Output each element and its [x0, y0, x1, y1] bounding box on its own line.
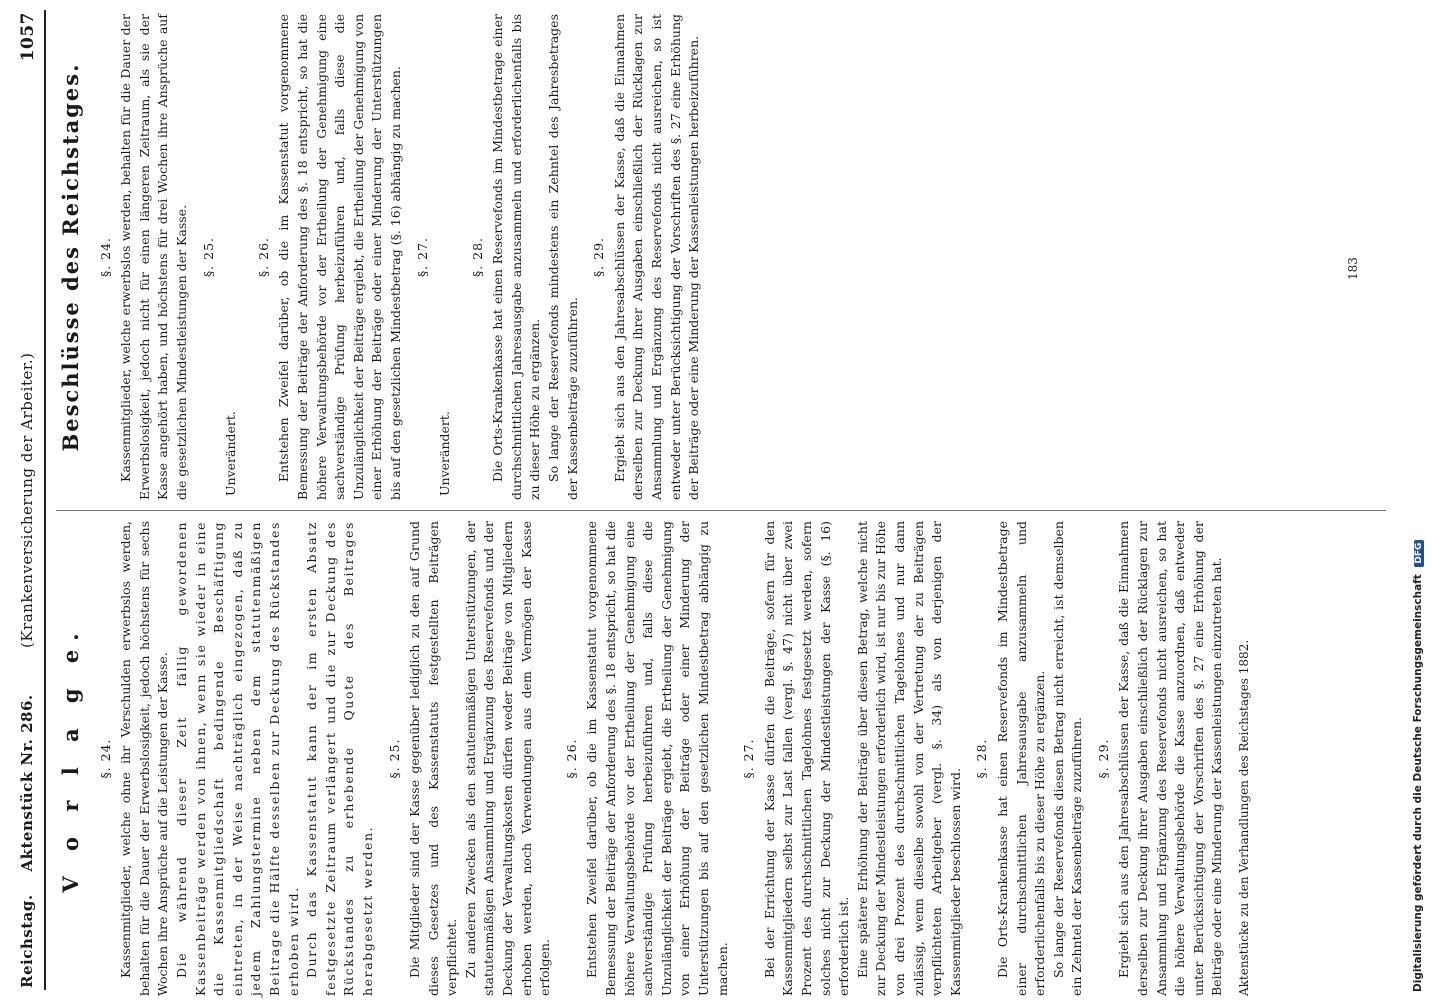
- section-heading: §. 25.: [200, 236, 216, 278]
- paragraph: So lange der Reservefonds mindestens ein Zehntel des Jahresbetrages der Kassenbeiträge zuzuführen.: [546, 14, 580, 500]
- paragraph: So lange der Reservefonds diesen Betrag nicht erreicht, ist demselben ein Zehntel der Kassenbeiträge zuzuführen.: [1050, 521, 1085, 996]
- section-heading: §. 24.: [97, 738, 113, 779]
- section-heading: §. 26.: [563, 738, 579, 779]
- column-title-beschluesse: Beschlüsse des Reichstages.: [58, 62, 83, 452]
- watermark-text: [1412, 540, 1424, 992]
- header-left: [18, 694, 36, 988]
- paragraph: Kassenmitglieder, welche ohne ihr Verschulden erwerbslos werden, behalten für die Dauer der Erwerbslosigkeit, jedoch höchstens für sechs Wochen ihre Ansprüche auf die Leistungen der Kasse.: [118, 521, 171, 996]
- unchanged-note: Unverändert.: [223, 411, 239, 496]
- paragraph: Die Mitglieder sind der Kasse gegenüber lediglich zu den auf Grund dieses Gesetzes und des Kassenstatuts festgestellten Beiträgen verpflichtet.: [407, 521, 460, 996]
- paragraph: Die Orts-Krankenkasse hat einen Reservefonds im Mindestbetrage einer durchschnittlichen Jahresausgabe anzusammeln und erforderlichenfalls bis zu dieser Höhe zu ergänzen.: [994, 521, 1048, 996]
- paragraph: Entstehen Zweifel darüber, ob die im Kassenstatut vorgenommene Bemessung der Beiträge der Anforderung des §. 18 entspricht, so hat die höhere Verwaltungsbehörde vor der Ertheilung der Genehmigung eine sachverständige Prüfung herbeizuführen und, falls diese die Unzulänglichkeit der Beiträge ergiebt, die Ertheilung der Genehmigung von einer Erhöhung der Beiträge oder einer Minderung der Unterstützungen bis auf den gesetzlichen Mindestbetrag (§. 16) abhängig zu machen.: [276, 14, 403, 500]
- section-heading: §. 28.: [469, 236, 485, 278]
- section-heading: §. 26.: [255, 236, 271, 278]
- section-heading: §. 24.: [97, 236, 113, 278]
- column-beschluesse: [56, 14, 1386, 500]
- header-center: (Krankenversicherung der Arbeiter.): [18, 352, 36, 648]
- header-reichstag: Reichstag.: [18, 894, 36, 988]
- unchanged-note: Unverändert.: [437, 411, 453, 496]
- watermark-label: Digitalisierung gefördert durch die Deutsche Forschungsgemeinschaft: [1412, 574, 1424, 992]
- paragraph: Die Orts-Krankenkasse hat einen Reservefonds im Mindestbetrage einer durchschnittlichen Jahresausgabe anzusammeln und erforderlichenfalls bis zu dieser Höhe zu ergänzen.: [490, 14, 543, 500]
- dfg-watermark: [1406, 0, 1432, 1000]
- paragraph: Ergiebt sich aus den Jahresabschlüssen der Kasse, daß die Einnahmen derselben zur Deckung ihrer Ausgaben einschließlich der Rücklagen zur Ansammlung und Ergänzung des Reservefonds nicht ausreichen, so ist entweder unter Berücksichtigung der Vorschriften des §. 27 eine Erhöhung der Beiträge oder eine Minderung der Kassenleistungen herbeizuführen.: [611, 14, 702, 500]
- paragraph: Bei der Errichtung der Kasse dürfen die Beiträge, sofern für den Kassenmitgliedern selbst zur Last fallen (vergl. §. 47) nicht über zwei Prozent des durchschnittlichen Tagelohnes festgesetzt werden, sofern solches nicht zur Deckung der Mindestleistungen der Kasse (§. 16) erforderlich ist.: [761, 521, 852, 996]
- section-heading: §. 28.: [974, 738, 990, 779]
- header-issue: Aktenstück Nr. 286.: [18, 694, 36, 872]
- section-heading: §. 25.: [386, 738, 402, 779]
- section-heading: §. 29.: [591, 236, 607, 278]
- paragraph: Durch das Kassenstatut kann der im ersten Absatz festgesetzte Zeitraum verlängert und die zur Deckung des Rückstandes zu erhebende Quote des Beitrages herabgesetzt werden.: [304, 521, 375, 996]
- paragraph: Ergiebt sich aus den Jahresabschlüssen der Kasse, daß die Einnahmen derselben zur Deckung ihrer Ausgaben einschließlich der Rücklagen zur Ansammlung und Ergänzung des Reservefonds nicht ausreichen, so hat die höhere Verwaltungsbehörde die Kasse anzuordnen, daß entweder unter Berücksichtigung der Vorschriften des §. 27 eine Erhöhung der Beiträge oder eine Minderung der Kassenleistungen einzutreten hat.: [1116, 521, 1225, 996]
- section-heading: §. 29.: [1095, 738, 1111, 779]
- column-vorlage: [56, 521, 1386, 996]
- section-heading: §. 27.: [741, 738, 757, 779]
- column-title-vorlage: V o r l a g e.: [58, 624, 83, 893]
- beschluesse-sections: [97, 14, 704, 500]
- page-number: 1057: [18, 12, 38, 62]
- dfg-logo: DFG: [1414, 540, 1424, 567]
- page-signature: 183: [1346, 257, 1360, 280]
- paragraph: Eine spätere Erhöhung der Beiträge über diesen Betrag, welche nicht zur Deckung der Mindestleistungen erforderlich wird, ist nur bis zur Höhe von drei Prozent des durchschnittlichen Tagelohnes und nur dann zulässig, wenn dieselbe sowohl von der Vertretung der zu Beiträgen verpflichteten Arbeitgeber (vergl. §. 34) als von derjenigen der Kassenmitglieder beschlossen wird.: [854, 521, 963, 996]
- running-head: [18, 12, 42, 988]
- column-divider: [56, 510, 1386, 511]
- paragraph: Die während dieser Zeit fällig gewordenen Kassenbeiträge werden von ihnen, wenn sie wieder in eine die Kassenmitgliedschaft bedingende Beschäftigung eintreten, in der Weise nachträglich eingezogen, daß zu jedem Zahlungstermine neben dem statutenmäßigen Beitrage die Hälfte desselben zur Deckung des Rückstandes erhoben wird.: [173, 521, 301, 996]
- section-heading: §. 27.: [414, 236, 430, 278]
- paragraph: Kassenmitglieder, welche erwerbslos werden, behalten für die Dauer der Erwerbslosigkeit, jedoch nicht für einen längeren Zeitraum, als sie der Kasse angehört haben, und höchstens für drei Wochen ihre Ansprüche auf die gesetzlichen Mindestleistungen der Kasse.: [118, 14, 189, 500]
- paragraph: Zu anderen Zwecken als den statutenmäßigen Unterstützungen, der statutenmäßigen Ansammlung und Ergänzung des Reservefonds und der Deckung der Verwaltungskosten dürfen weder Beiträge von Mitgliedern erhoben werden, noch Verwendungen aus dem Vermögen der Kasse erfolgen.: [462, 521, 553, 996]
- footer-note: Aktenstücke zu den Verhandlungen des Reichstages 1882.: [1237, 639, 1252, 996]
- paragraph: Entstehen Zweifel darüber, ob die im Kassenstatut vorgenommene Bemessung der Beiträge der Anforderung des §. 18 entspricht, so hat die höhere Verwaltungsbehörde vor der Ertheilung der Genehmigung eine sachverständige Prüfung herbeizuführen und, falls diese die Unzulänglichkeit der Beiträge ergiebt, die Ertheilung der Genehmigung von einer Erhöhung der Beiträge oder einer Minderung der Unterstützungen bis auf den gesetzlichen Mindestbetrag abhängig zu machen.: [584, 521, 730, 996]
- header-rule: [44, 10, 46, 990]
- vorlage-sections: [97, 521, 1227, 996]
